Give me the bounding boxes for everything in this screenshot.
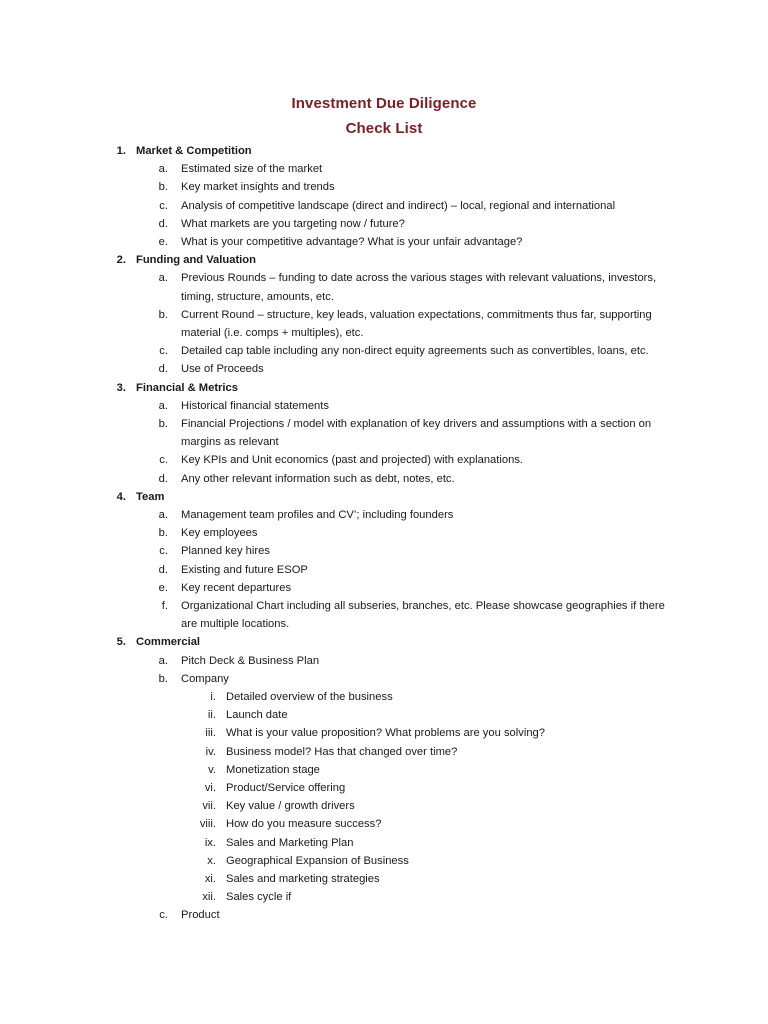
sub-item-text: Sales and Marketing Plan [226,837,354,849]
list-item-text: timing, structure, amounts, etc. [181,291,334,303]
sub-item-text: Business model? Has that changed over time? [226,746,458,758]
sub-item-text: Sales and marketing strategies [226,873,380,885]
list-item-marker: b. [158,673,168,685]
section-title: Market & Competition [136,145,252,157]
list-item-marker: a. [158,400,168,412]
list-item-text: Organizational Chart including all subseries, branches, etc. Please showcase geographies if there [181,600,665,612]
list-item-marker: b. [158,527,168,539]
list-item-text: Any other relevant information such as debt, notes, etc. [181,473,455,485]
section-number: 3. [116,382,126,394]
list-item-text: material (i.e. comps + multiples), etc. [181,327,364,339]
sub-item-marker: vi. [204,782,216,794]
list-item-marker: a. [158,655,168,667]
list-item-text: margins as relevant [181,436,279,448]
sub-item-text: Launch date [226,709,288,721]
list-item-text: Key KPIs and Unit economics (past and projected) with explanations. [181,454,524,466]
list-item-marker: d. [158,218,168,230]
list-item-text: Company [181,673,229,685]
sub-item-text: Product/Service offering [226,782,346,794]
sub-item-text: What is your value proposition? What problems are you solving? [226,727,546,739]
list-item-marker: c. [159,454,168,466]
list-item-marker: c. [159,909,168,921]
list-item-marker: a. [158,509,168,521]
section-number: 1. [116,145,126,157]
section-title: Team [136,491,165,503]
list-item-text: Management team profiles and CV’; including founders [181,509,454,521]
list-item-marker: a. [158,272,168,284]
list-item-text: Financial Projections / model with explanation of key drivers and assumptions with a section on [181,418,652,430]
sub-item-marker: iii. [205,727,216,739]
sub-item-marker: x. [207,855,216,867]
list-item-marker: d. [158,564,168,576]
sub-item-marker: v. [208,764,216,776]
list-item-marker: c. [159,345,168,357]
list-item-marker: b. [158,309,168,321]
list-item-marker: e. [158,236,168,248]
list-item-marker: d. [158,363,168,375]
title-line-1: Investment Due Diligence [291,95,477,112]
sub-item-marker: vii. [202,800,216,812]
list-item-marker: e. [158,582,168,594]
list-item-text: Existing and future ESOP [181,564,308,576]
list-item-text: What markets are you targeting now / future? [181,218,405,230]
section-number: 4. [116,491,126,503]
sub-item-text: Sales cycle if [226,891,292,903]
sub-item-marker: xi. [204,873,216,885]
list-item-marker: b. [158,181,168,193]
section-title: Financial & Metrics [136,382,238,394]
title-line-2: Check List [345,120,423,137]
sub-item-marker: ii. [207,709,216,721]
list-item-text: Key recent departures [181,582,292,594]
list-item-text: Historical financial statements [181,400,329,412]
list-item-marker: c. [159,545,168,557]
sub-item-text: Monetization stage [226,764,320,776]
list-item-marker: f. [161,600,168,612]
list-item-text: Use of Proceeds [181,363,264,375]
sub-item-text: Key value / growth drivers [226,800,355,812]
list-item-marker: b. [158,418,168,430]
list-item-text: Product [181,909,220,921]
list-item-text: Key market insights and trends [181,181,335,193]
sub-item-marker: xii. [202,891,216,903]
sub-item-marker: iv. [205,746,216,758]
list-item-text: Detailed cap table including any non-direct equity agreements such as convertibles, loans, etc. [181,345,649,357]
list-item-text: Previous Rounds – funding to date across the various stages with relevant valuations, investors, [181,272,657,284]
sub-item-text: Detailed overview of the business [226,691,393,703]
list-item-marker: d. [158,473,168,485]
sub-item-marker: ix. [204,837,216,849]
list-item-text: What is your competitive advantage? What is your unfair advantage? [181,236,523,248]
list-item-text: Analysis of competitive landscape (direct and indirect) – local, regional and international [181,200,616,212]
list-item-text: are multiple locations. [181,618,290,630]
list-item-marker: c. [159,200,168,212]
list-item-text: Current Round – structure, key leads, valuation expectations, commitments thus far, supporting [181,309,652,321]
section-number: 5. [116,636,126,648]
sub-item-text: How do you measure success? [226,818,382,830]
section-title: Funding and Valuation [136,254,256,266]
sub-item-marker: viii. [199,818,216,830]
list-item-text: Key employees [181,527,258,539]
section-number: 2. [116,254,126,266]
list-item-text: Pitch Deck & Business Plan [181,655,320,667]
section-title: Commercial [136,636,201,648]
sub-item-marker: i. [210,691,216,703]
list-item-text: Planned key hires [181,545,270,557]
list-item-marker: a. [158,163,168,175]
sub-item-text: Geographical Expansion of Business [226,855,409,867]
list-item-text: Estimated size of the market [181,163,323,175]
